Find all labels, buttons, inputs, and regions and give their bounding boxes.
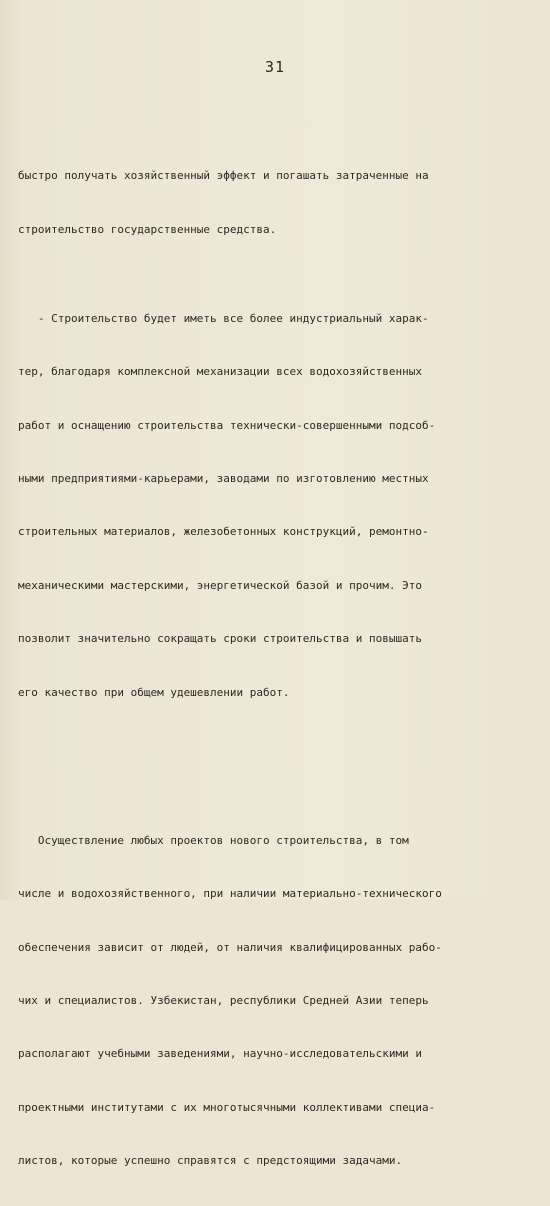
text-line: механическими мастерскими, энергетической базой и прочим. Это <box>18 578 422 592</box>
text-line: Осуществление любых проектов нового строительства, в том <box>18 833 409 847</box>
text-line: строительство государственные средства. <box>18 222 277 236</box>
text-line: листов, которые успешно справятся с предстоящими задачами. <box>18 1154 403 1168</box>
text-line: проектными институтами с их многотысячными коллективами специа- <box>18 1100 436 1114</box>
text-line: ными предприятиями-карьерами, заводами по изготовлению местных <box>18 471 429 485</box>
paragraph-gap <box>18 755 518 761</box>
text-line: тер, благодаря комплексной механизации всех водохозяйственных <box>18 365 422 379</box>
text-line: его качество при общем удешевлении работ. <box>18 685 290 699</box>
text-line: работ и оснащению строительства технически-совершенными подсоб- <box>18 418 436 432</box>
body-text <box>18 114 518 1206</box>
text-line: строительных материалов, железобетонных конструкций, ремонтно- <box>18 525 429 539</box>
text-line: - Строительство будет иметь все более индустриальный харак- <box>18 311 429 325</box>
page-number: 31 <box>264 58 286 76</box>
text-line: обеспечения зависит от людей, от наличия квалифицированных рабо- <box>18 940 442 954</box>
text-line: располагают учебными заведениями, научно-исследовательскими и <box>18 1047 422 1061</box>
text-line: чих и специалистов. Узбекистан, республики Средней Азии теперь <box>18 994 429 1008</box>
text-line: быстро получать хозяйственный эффект и погашать затраченные на <box>18 169 429 183</box>
text-line: позволит значительно сокращать сроки строительства и повышать <box>18 632 422 646</box>
text-line: числе и водохозяйственного, при наличии материально-технического <box>18 887 442 901</box>
